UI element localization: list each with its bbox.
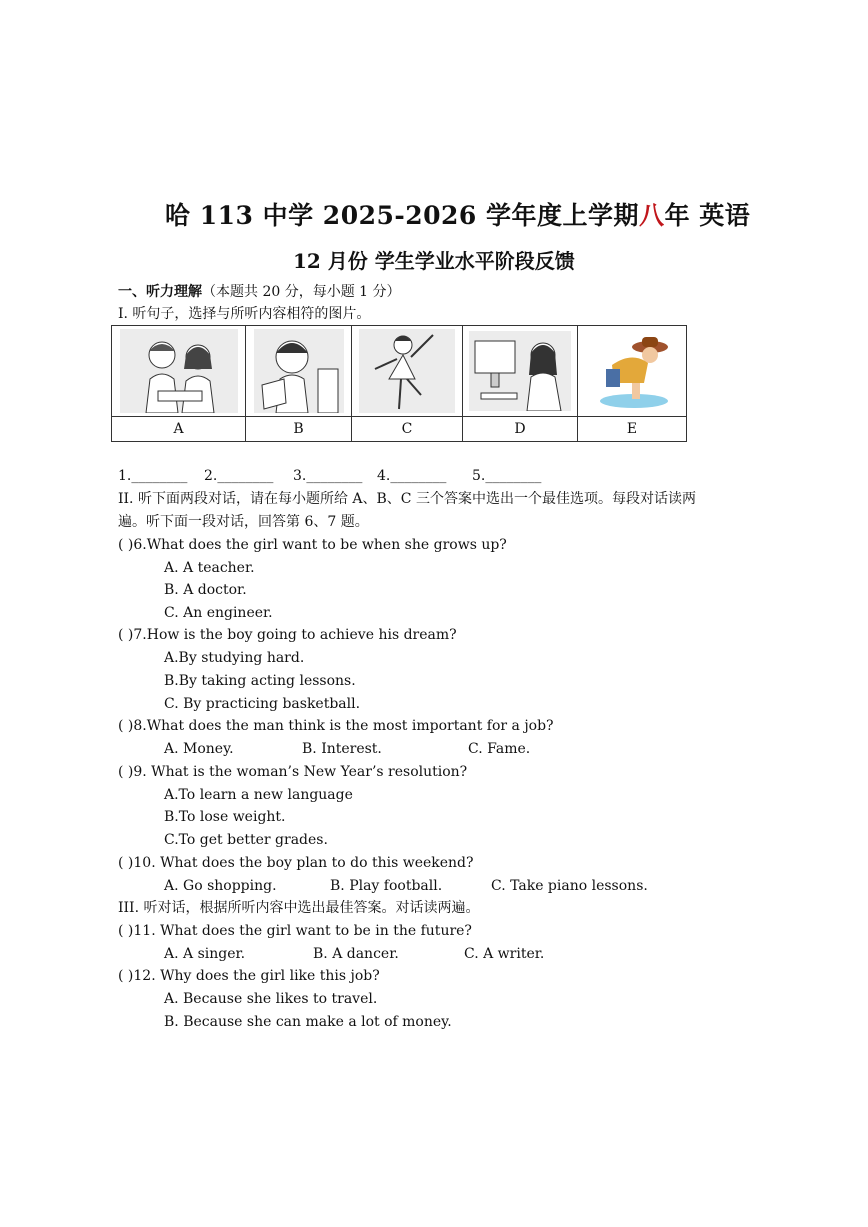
part2-instruction-cont: 遍。听下面一段对话，回答第 6、7 题。	[118, 514, 369, 530]
picture-label-d: D	[463, 417, 578, 442]
q8-option-b[interactable]: B. Interest.	[302, 741, 382, 757]
q10-option-b[interactable]: B. Play football.	[330, 878, 443, 894]
q7-option-b[interactable]: B.By taking acting lessons.	[164, 673, 356, 689]
page-subtitle: 12 月份 学生学业水平阶段反馈	[293, 249, 575, 273]
question-10: ( )10. What does the boy plan to do this weekend?	[118, 855, 474, 871]
q11-option-a[interactable]: A. A singer.	[164, 946, 246, 962]
answer-blank-5[interactable]: 5.________	[472, 468, 542, 484]
page-title	[165, 196, 750, 232]
section-note: （本题共 20 分，每小题 1 分）	[202, 284, 401, 300]
picture-cell-c	[352, 326, 463, 417]
picture-table	[111, 325, 687, 442]
question-6: ( )6.What does the girl want to be when she grows up?	[118, 537, 507, 553]
part3-instruction: III. 听对话，根据所听内容中选出最佳答案。对话读两遍。	[118, 900, 480, 916]
answer-blank-2[interactable]: 2.________	[204, 468, 274, 484]
picture-label-e: E	[578, 417, 687, 442]
answer-blank-3[interactable]: 3.________	[293, 468, 363, 484]
picture-cell-a	[112, 326, 246, 417]
part2-instruction: II. 听下面两段对话，请在每小题所给 A、B、C 三个答案中选出一个最佳选项。每段对话读两	[118, 491, 696, 507]
woman-at-computer-icon	[469, 331, 571, 411]
q6-option-b[interactable]: B. A doctor.	[164, 582, 247, 598]
picture-label-a: A	[112, 417, 246, 442]
answer-blank-4[interactable]: 4.________	[377, 468, 447, 484]
q6-option-c[interactable]: C. An engineer.	[164, 605, 273, 621]
q11-option-b[interactable]: B. A dancer.	[313, 946, 399, 962]
picture-cell-b	[246, 326, 352, 417]
q11-option-c[interactable]: C. A writer.	[464, 946, 545, 962]
q10-option-c[interactable]: C. Take piano lessons.	[491, 878, 648, 894]
picture-cell-e	[578, 326, 687, 417]
title-subject: 年 英语	[664, 201, 751, 230]
girl-dancing-ballet-icon	[359, 329, 455, 413]
title-main: 哈 113 中学 2025-2026 学年度上学期	[165, 201, 640, 230]
q9-option-c[interactable]: C.To get better grades.	[164, 832, 328, 848]
q7-option-c[interactable]: C. By practicing basketball.	[164, 696, 361, 712]
q9-option-a[interactable]: A.To learn a new language	[164, 787, 353, 803]
question-11: ( )11. What does the girl want to be in the future?	[118, 923, 472, 939]
question-7: ( )7.How is the boy going to achieve his dream?	[118, 627, 457, 643]
part1-instruction: I. 听句子，选择与所听内容相符的图片。	[118, 306, 371, 322]
q7-option-a[interactable]: A.By studying hard.	[164, 650, 305, 666]
q12-option-a[interactable]: A. Because she likes to travel.	[164, 991, 378, 1007]
q8-option-c[interactable]: C. Fame.	[468, 741, 531, 757]
q6-option-a[interactable]: A. A teacher.	[164, 560, 255, 576]
picture-cell-d	[463, 326, 578, 417]
question-12: ( )12. Why does the girl like this job?	[118, 968, 380, 984]
answer-blank-1[interactable]: 1.________	[118, 468, 188, 484]
boy-in-hat-looking-into-water-icon	[592, 331, 672, 411]
section-heading	[118, 283, 401, 301]
title-grade: 八	[639, 201, 665, 230]
question-9: ( )9. What is the woman’s New Year’s resolution?	[118, 764, 468, 780]
two-students-studying-icon	[120, 329, 238, 413]
boy-reading-book-icon	[254, 329, 344, 413]
q9-option-b[interactable]: B.To lose weight.	[164, 809, 286, 825]
section-title: 一、听力理解	[118, 284, 202, 300]
q8-option-a[interactable]: A. Money.	[164, 741, 234, 757]
picture-label-c: C	[352, 417, 463, 442]
picture-label-b: B	[246, 417, 352, 442]
question-8: ( )8.What does the man think is the most important for a job?	[118, 718, 554, 734]
q10-option-a[interactable]: A. Go shopping.	[164, 878, 277, 894]
q12-option-b[interactable]: B. Because she can make a lot of money.	[164, 1014, 452, 1030]
